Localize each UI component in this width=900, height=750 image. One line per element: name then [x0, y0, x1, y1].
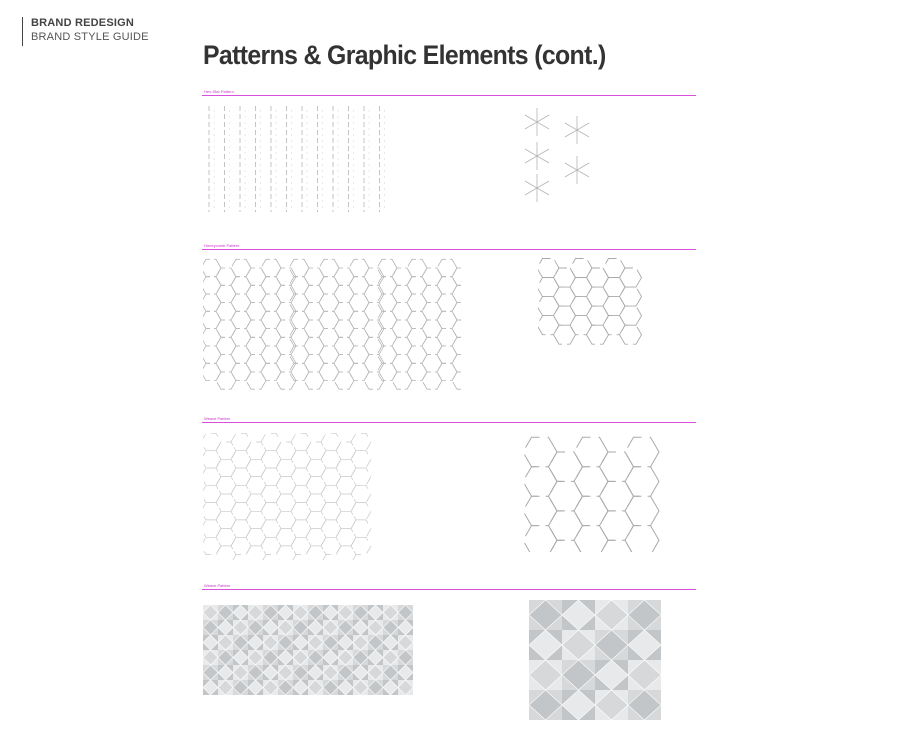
section-rule: [202, 249, 696, 250]
section-rule: [202, 422, 696, 423]
weave-tile-pattern-swatch: [203, 605, 413, 695]
hex-star-pattern-detail: [515, 108, 600, 203]
section-label-weave-tiles: Weave Pattern: [204, 583, 231, 588]
page-title: Patterns & Graphic Elements (cont.): [203, 40, 606, 70]
weave-pattern-detail: [520, 432, 660, 552]
weave-pattern-swatch: [203, 432, 395, 560]
section-rule: [202, 589, 696, 590]
weave-tile-pattern-detail: [529, 600, 661, 720]
hex-star-pattern-swatch: [203, 104, 388, 216]
brand-block: [22, 17, 149, 46]
section-label-honeycomb: Honeycomb Pattern: [204, 243, 240, 248]
honeycomb-pattern-swatch: [203, 256, 465, 394]
section-label-hex-star: Hex-Star Pattern: [204, 89, 234, 94]
brand-name: BRAND REDESIGN: [31, 17, 135, 29]
section-label-weave: Weave Pattern: [204, 416, 231, 421]
honeycomb-pattern-detail: [538, 256, 656, 346]
section-rule: [202, 95, 696, 96]
brand-subtitle: BRAND STYLE GUIDE: [31, 31, 149, 43]
